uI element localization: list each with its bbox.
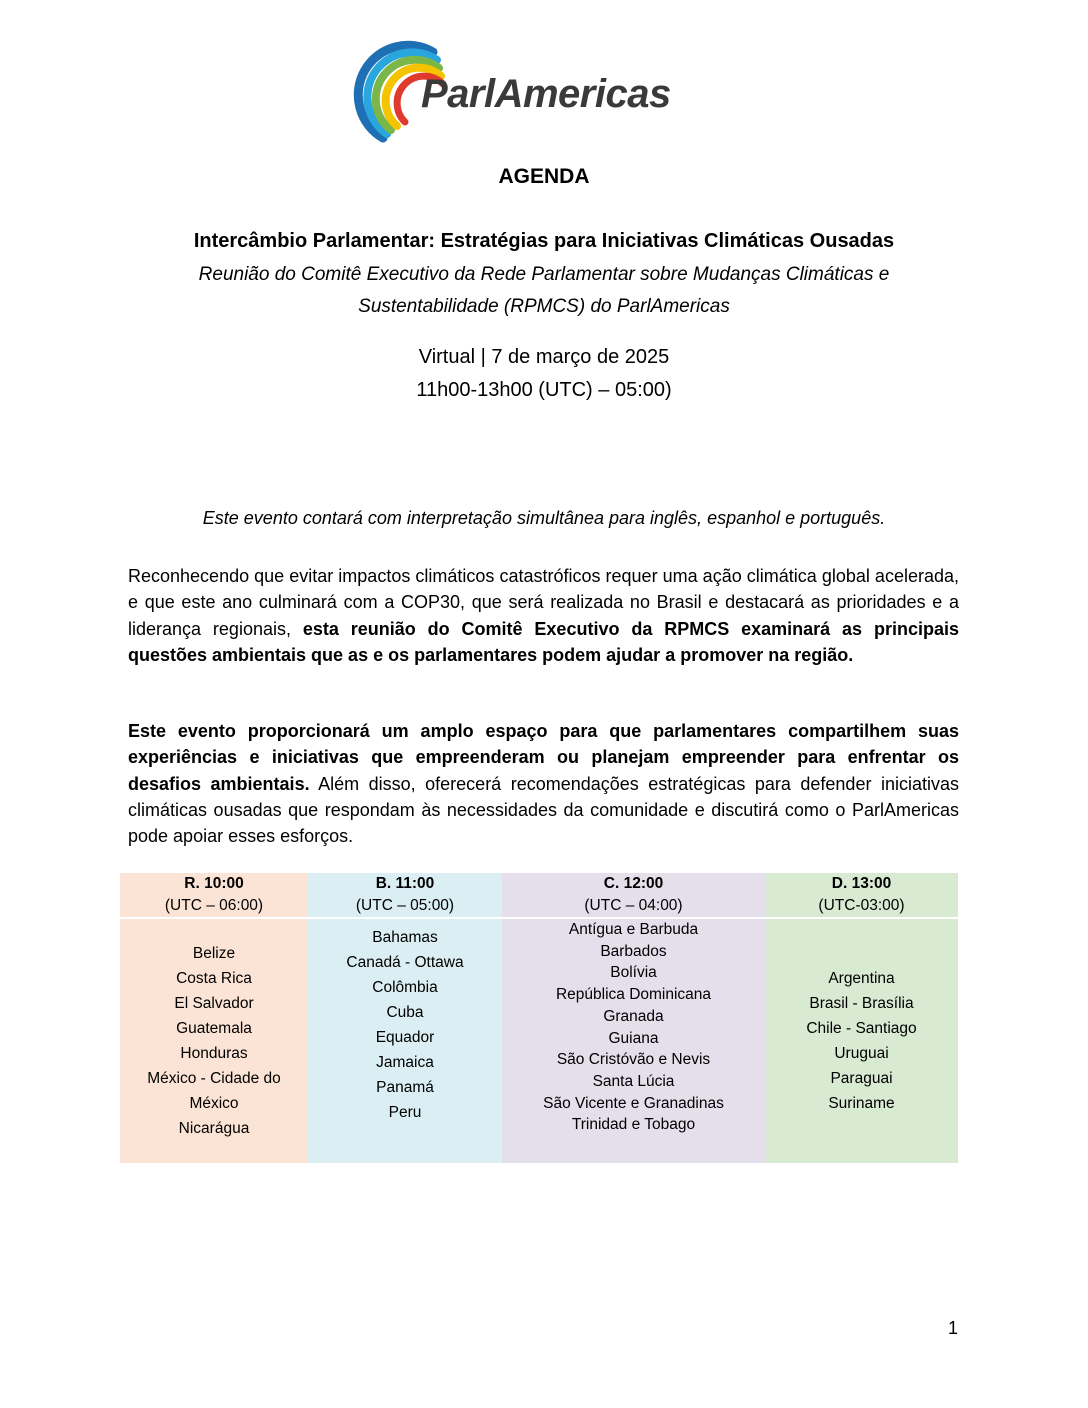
country-item: Granada <box>603 1007 664 1025</box>
country-item: São Vicente e Granadinas <box>543 1094 724 1112</box>
country-list <box>765 966 958 1116</box>
interpretation-note: Este evento contará com interpretação simultânea para inglês, espanhol e português. <box>202 508 886 528</box>
event-time: 11h00-13h00 (UTC) – 05:00) <box>416 379 672 401</box>
country-cell <box>765 918 958 1163</box>
event-subtitle-line1: Reunião do Comitê Executivo da Rede Parlamentar sobre Mudanças Climáticas e <box>198 264 890 285</box>
country-item: Jamaica <box>376 1054 434 1071</box>
country-item: Uruguai <box>834 1045 889 1062</box>
logo-text: ParlAmericas <box>421 72 671 116</box>
timezone-label: C. 12:00 <box>603 875 664 892</box>
timezone-table <box>120 873 958 1163</box>
country-item: Paraguai <box>830 1070 893 1087</box>
timezone-utc: (UTC – 05:00) <box>355 897 455 914</box>
agenda-heading: AGENDA <box>498 165 590 188</box>
country-item: Peru <box>388 1104 422 1121</box>
country-item: Santa Lúcia <box>592 1072 675 1090</box>
country-item: Equador <box>375 1029 435 1046</box>
purpose-paragraph-regular: Além disso, oferecerá recomendações estratégicas para defender iniciativas climáticas ousadas que respondam às necessidades da comunidade e discutirá como o ParlAmericas pode apoiar esses esforços. <box>128 773 959 847</box>
country-item: Antígua e Barbuda <box>568 921 699 938</box>
country-list <box>120 941 308 1141</box>
country-item: Honduras <box>180 1045 248 1062</box>
intro-paragraph-bold: esta reunião do Comitê Executivo da RPMCS examinará as principais questões ambientais que as e os parlamentares podem ajudar a promover na região. <box>128 618 959 665</box>
country-item: Argentina <box>828 970 895 987</box>
timezone-utc: (UTC-03:00) <box>818 897 905 914</box>
timezone-label: B. 11:00 <box>375 875 435 892</box>
timezone-header-row <box>120 873 958 918</box>
country-item: Belize <box>192 945 236 962</box>
country-cell <box>308 918 502 1163</box>
country-cell <box>120 918 308 1163</box>
event-date: Virtual | 7 de março de 2025 <box>418 346 670 368</box>
country-item: Chile - Santiago <box>806 1020 917 1037</box>
country-item: Suriname <box>828 1095 895 1112</box>
country-item: República Dominicana <box>555 986 712 1004</box>
intro-paragraph-regular: Reconhecendo que evitar impactos climáticos catastróficos requer uma ação climática global acelerada, e que este ano culminará com a COP30, que será realizada no Brasil e destacará as prioridades e a liderança regionais, <box>128 566 959 639</box>
parlamericas-logo <box>345 38 725 148</box>
timezone-header-cell <box>502 873 765 918</box>
country-item: Guiana <box>608 1029 659 1047</box>
page-number: 1 <box>948 1318 959 1338</box>
purpose-paragraph-bold: Este evento proporcionará um amplo espaço para que parlamentares compartilhem suas experiências e iniciativas que empreenderam ou planejam empreender para enfrentar os desafios ambientais. <box>128 721 959 794</box>
country-item: Bahamas <box>372 929 438 946</box>
country-item: Costa Rica <box>176 970 252 987</box>
event-title: Intercâmbio Parlamentar: Estratégias para Iniciativas Climáticas Ousadas <box>193 230 895 252</box>
country-item: Nicarágua <box>178 1120 250 1137</box>
timezone-label: R. 10:00 <box>184 875 244 892</box>
timezone-utc: (UTC – 06:00) <box>164 897 264 914</box>
timezone-header-cell <box>120 873 308 918</box>
country-row <box>120 918 958 1163</box>
country-item: Brasil - Brasília <box>809 995 914 1012</box>
country-item: Guatemala <box>176 1020 252 1037</box>
country-item: México <box>189 1095 239 1112</box>
country-item: São Cristóvão e Nevis <box>556 1051 711 1069</box>
event-subtitle-line2: Sustentabilidade (RPMCS) do ParlAmericas <box>358 296 730 317</box>
timezone-header-cell <box>765 873 958 918</box>
country-item: Barbados <box>600 942 667 960</box>
country-item: México - Cidade do <box>147 1070 281 1087</box>
country-cell <box>502 918 765 1163</box>
intro-paragraph <box>128 563 959 668</box>
country-item: Trinidad e Tobago <box>571 1116 696 1134</box>
country-list <box>308 925 502 1125</box>
timezone-label: D. 13:00 <box>831 875 892 892</box>
timezone-utc: (UTC – 04:00) <box>584 897 683 914</box>
timezone-header-cell <box>308 873 502 918</box>
country-item: Bolívia <box>610 964 657 982</box>
country-item: El Salvador <box>174 995 254 1012</box>
country-list <box>502 919 765 1136</box>
country-item: Cuba <box>386 1004 424 1021</box>
country-item: Panamá <box>376 1079 434 1096</box>
purpose-paragraph <box>128 718 959 849</box>
country-item: Colômbia <box>372 979 438 996</box>
country-item: Canadá - Ottawa <box>346 954 464 971</box>
